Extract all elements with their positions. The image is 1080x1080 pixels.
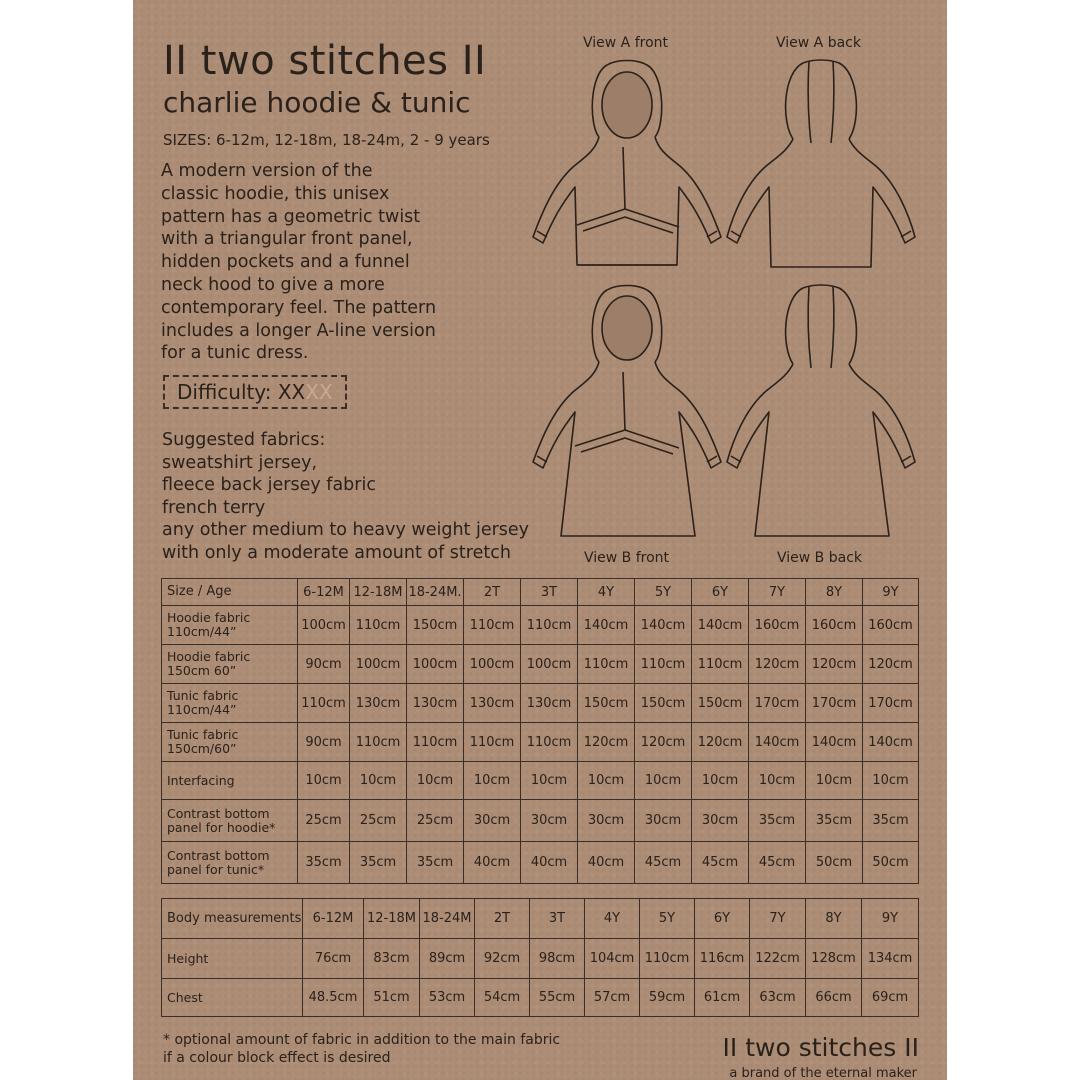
table-cell: 100cm xyxy=(407,645,464,684)
table-cell: 48.5cm xyxy=(303,979,364,1017)
table-cell: 140cm xyxy=(806,723,863,762)
footnote-line: if a colour block effect is desired xyxy=(163,1050,391,1066)
table-cell: 40cm xyxy=(578,842,635,884)
header-cell: 6-12M xyxy=(298,579,350,606)
header-cell: 2T xyxy=(475,899,530,939)
table-cell: 110cm xyxy=(298,684,350,723)
header-cell: 5Y xyxy=(640,899,695,939)
table-cell: 134cm xyxy=(862,939,919,979)
header-cell: 8Y xyxy=(806,899,862,939)
table-cell: 120cm xyxy=(692,723,749,762)
table-cell: 35cm xyxy=(407,842,464,884)
table-cell: 160cm xyxy=(863,606,919,645)
table-cell: 100cm xyxy=(298,606,350,645)
table-cell: 170cm xyxy=(806,684,863,723)
header-cell: 8Y xyxy=(806,579,863,606)
table-header-row xyxy=(162,579,919,606)
table-cell: 160cm xyxy=(749,606,806,645)
table-cell: 110cm xyxy=(464,723,521,762)
row-label-line: 150cm 60” xyxy=(167,663,237,678)
view-a-back-sketch xyxy=(725,55,917,275)
table-cell: 140cm xyxy=(692,606,749,645)
table-cell: 35cm xyxy=(749,800,806,842)
header-cell: 7Y xyxy=(750,899,806,939)
table-cell: 110cm xyxy=(640,939,695,979)
row-label xyxy=(162,723,298,762)
table-cell: 35cm xyxy=(298,842,350,884)
table-cell: 90cm xyxy=(298,645,350,684)
header-cell: 2T xyxy=(464,579,521,606)
table-cell: 40cm xyxy=(521,842,578,884)
row-label-line: Contrast bottom xyxy=(167,805,270,821)
fabrics-heading: Suggested fabrics: xyxy=(162,430,326,450)
table-cell: 10cm xyxy=(863,762,919,800)
table-cell: 45cm xyxy=(749,842,806,884)
view-a-back-label: View A back xyxy=(776,35,861,51)
table-cell: 98cm xyxy=(530,939,585,979)
table-cell: 50cm xyxy=(863,842,919,884)
row-label-line: Hoodie fabric xyxy=(167,649,251,664)
header-cell: 9Y xyxy=(862,899,919,939)
table-cell: 160cm xyxy=(806,606,863,645)
table-cell: 25cm xyxy=(407,800,464,842)
table-cell: 10cm xyxy=(578,762,635,800)
table-cell: 10cm xyxy=(692,762,749,800)
header-cell-label: Body measurements xyxy=(162,899,303,939)
fabric-item: with only a moderate amount of stretch xyxy=(162,542,511,563)
header-cell: 6Y xyxy=(692,579,749,606)
table-cell: 130cm xyxy=(464,684,521,723)
header-cell: 3T xyxy=(521,579,578,606)
table-cell: 120cm xyxy=(749,645,806,684)
header-cell: 9Y xyxy=(863,579,919,606)
header-cell: 4Y xyxy=(578,579,635,606)
table-row xyxy=(162,606,919,645)
row-label-line: 110cm/44” xyxy=(167,702,237,717)
row-label-line: 150cm/60” xyxy=(167,741,237,756)
table-cell: 59cm xyxy=(640,979,695,1017)
table-cell: 150cm xyxy=(578,684,635,723)
row-label xyxy=(162,800,298,842)
table-cell: 110cm xyxy=(692,645,749,684)
table-row xyxy=(162,762,919,800)
view-b-back-sketch xyxy=(725,280,917,542)
table-cell: 10cm xyxy=(749,762,806,800)
row-label-line: panel for tunic* xyxy=(167,861,265,877)
header-cell: 5Y xyxy=(635,579,692,606)
row-label-line: Interfacing xyxy=(167,772,235,788)
body-measurements-table xyxy=(161,898,919,1017)
table-cell: 110cm xyxy=(407,723,464,762)
table-row xyxy=(162,842,919,884)
table-cell: 30cm xyxy=(692,800,749,842)
view-a-front-sketch xyxy=(531,55,723,275)
row-label-line: Height xyxy=(167,950,209,966)
table-cell: 110cm xyxy=(578,645,635,684)
header-cell: 7Y xyxy=(749,579,806,606)
table-cell: 10cm xyxy=(350,762,407,800)
footnote xyxy=(163,1031,560,1067)
table-cell: 100cm xyxy=(521,645,578,684)
row-label xyxy=(162,979,303,1017)
table-row xyxy=(162,800,919,842)
row-label xyxy=(162,645,298,684)
row-label xyxy=(162,762,298,800)
header-cell: 18-24M xyxy=(420,899,475,939)
table-cell: 120cm xyxy=(806,645,863,684)
table-cell: 35cm xyxy=(863,800,919,842)
table-cell: 110cm xyxy=(350,606,407,645)
table-cell: 150cm xyxy=(635,684,692,723)
table-cell: 140cm xyxy=(863,723,919,762)
description-line: pattern has a geometric twist xyxy=(161,206,421,227)
view-b-front-sketch xyxy=(531,280,723,542)
description xyxy=(161,160,461,365)
difficulty-label: Difficulty: xyxy=(177,380,278,404)
table-row xyxy=(162,684,919,723)
table-cell: 55cm xyxy=(530,979,585,1017)
footer-brand: II two stitches II xyxy=(722,1033,919,1062)
row-label xyxy=(162,842,298,884)
view-a-front-label: View A front xyxy=(583,35,669,51)
table-cell: 10cm xyxy=(806,762,863,800)
table-cell: 45cm xyxy=(635,842,692,884)
table-cell: 30cm xyxy=(635,800,692,842)
table-row xyxy=(162,723,919,762)
header-cell: 12-18M xyxy=(350,579,407,606)
table-cell: 10cm xyxy=(464,762,521,800)
table-cell: 92cm xyxy=(475,939,530,979)
description-line: with a triangular front panel, xyxy=(161,229,413,250)
table-row xyxy=(162,645,919,684)
table-cell: 116cm xyxy=(695,939,750,979)
table-cell: 130cm xyxy=(407,684,464,723)
table-cell: 100cm xyxy=(464,645,521,684)
table-cell: 10cm xyxy=(298,762,350,800)
table-cell: 10cm xyxy=(521,762,578,800)
table-cell: 50cm xyxy=(806,842,863,884)
fabric-item: any other medium to heavy weight jersey xyxy=(162,520,530,541)
table-cell: 57cm xyxy=(585,979,640,1017)
table-cell: 69cm xyxy=(862,979,919,1017)
table-row xyxy=(162,939,919,979)
sizes-line: SIZES: 6-12m, 12-18m, 18-24m, 2 - 9 years xyxy=(163,131,490,149)
header-cell: 6Y xyxy=(695,899,750,939)
table-cell: 120cm xyxy=(635,723,692,762)
description-line: neck hood to give a more xyxy=(161,274,385,295)
table-cell: 120cm xyxy=(578,723,635,762)
description-line: for a tunic dress. xyxy=(161,343,309,364)
table-cell: 61cm xyxy=(695,979,750,1017)
row-label-line: Contrast bottom xyxy=(167,847,270,863)
table-cell: 54cm xyxy=(475,979,530,1017)
table-cell: 45cm xyxy=(692,842,749,884)
pattern-envelope xyxy=(133,0,947,1080)
table-cell: 10cm xyxy=(635,762,692,800)
table-cell: 140cm xyxy=(749,723,806,762)
table-cell: 10cm xyxy=(407,762,464,800)
table-cell: 122cm xyxy=(750,939,806,979)
table-cell: 170cm xyxy=(749,684,806,723)
view-b-back-label: View B back xyxy=(777,550,862,566)
fabric-item: fleece back jersey fabric xyxy=(162,475,376,496)
description-line: contemporary feel. The pattern xyxy=(161,297,437,318)
table-cell: 110cm xyxy=(521,606,578,645)
row-label-line: Hoodie fabric xyxy=(167,610,251,625)
difficulty-filled: XX xyxy=(277,380,306,404)
table-cell: 110cm xyxy=(350,723,407,762)
description-line: A modern version of the xyxy=(161,161,373,181)
header-cell: 4Y xyxy=(585,899,640,939)
table-cell: 120cm xyxy=(863,645,919,684)
brand-title: II two stitches II xyxy=(163,38,487,84)
row-label-line: Tunic fabric xyxy=(167,727,239,742)
description-line: includes a longer A-line version xyxy=(161,320,436,341)
header-cell: 3T xyxy=(530,899,585,939)
row-label xyxy=(162,606,298,645)
table-cell: 83cm xyxy=(364,939,420,979)
table-cell: 90cm xyxy=(298,723,350,762)
row-label-line: Tunic fabric xyxy=(167,688,239,703)
table-cell: 51cm xyxy=(364,979,420,1017)
table-cell: 140cm xyxy=(635,606,692,645)
table-cell: 63cm xyxy=(750,979,806,1017)
table-cell: 89cm xyxy=(420,939,475,979)
header-cell: 18-24M. xyxy=(407,579,464,606)
table-cell: 150cm xyxy=(407,606,464,645)
row-label-line: 110cm/44” xyxy=(167,624,237,639)
fabric-item: french terry xyxy=(162,497,266,518)
table-cell: 110cm xyxy=(521,723,578,762)
table-cell: 130cm xyxy=(521,684,578,723)
table-cell: 150cm xyxy=(692,684,749,723)
table-cell: 110cm xyxy=(464,606,521,645)
table-cell: 140cm xyxy=(578,606,635,645)
header-cell: 6-12M xyxy=(303,899,364,939)
table-cell: 128cm xyxy=(806,939,862,979)
difficulty-box xyxy=(163,375,347,409)
table-cell: 30cm xyxy=(464,800,521,842)
table-cell: 104cm xyxy=(585,939,640,979)
table-cell: 25cm xyxy=(298,800,350,842)
table-cell: 100cm xyxy=(350,645,407,684)
view-b-front-label: View B front xyxy=(584,550,670,566)
table-cell: 170cm xyxy=(863,684,919,723)
table-cell: 110cm xyxy=(635,645,692,684)
table-row xyxy=(162,979,919,1017)
table-cell: 35cm xyxy=(806,800,863,842)
table-cell: 30cm xyxy=(578,800,635,842)
description-line: hidden pockets and a funnel xyxy=(161,252,410,273)
row-label-line: Chest xyxy=(167,989,203,1005)
fabric-requirements-table xyxy=(161,578,919,884)
table-header-row xyxy=(162,899,919,939)
footer-tagline: a brand of the eternal maker xyxy=(729,1066,917,1080)
header-cell-label: Size / Age xyxy=(162,579,298,606)
pattern-name: charlie hoodie & tunic xyxy=(163,86,471,119)
footnote-line: * optional amount of fabric in addition to the main fabric xyxy=(163,1032,561,1048)
description-line: classic hoodie, this unisex xyxy=(161,183,390,204)
suggested-fabrics xyxy=(162,429,529,565)
table-cell: 35cm xyxy=(350,842,407,884)
row-label-line: panel for hoodie* xyxy=(167,819,276,835)
table-cell: 25cm xyxy=(350,800,407,842)
table-cell: 76cm xyxy=(303,939,364,979)
table-cell: 40cm xyxy=(464,842,521,884)
table-cell: 30cm xyxy=(521,800,578,842)
fabric-item: sweatshirt jersey, xyxy=(162,452,318,473)
row-label xyxy=(162,939,303,979)
table-cell: 66cm xyxy=(806,979,862,1017)
row-label xyxy=(162,684,298,723)
difficulty-empty: XX xyxy=(305,380,333,404)
table-cell: 53cm xyxy=(420,979,475,1017)
header-cell: 12-18M xyxy=(364,899,420,939)
table-cell: 130cm xyxy=(350,684,407,723)
